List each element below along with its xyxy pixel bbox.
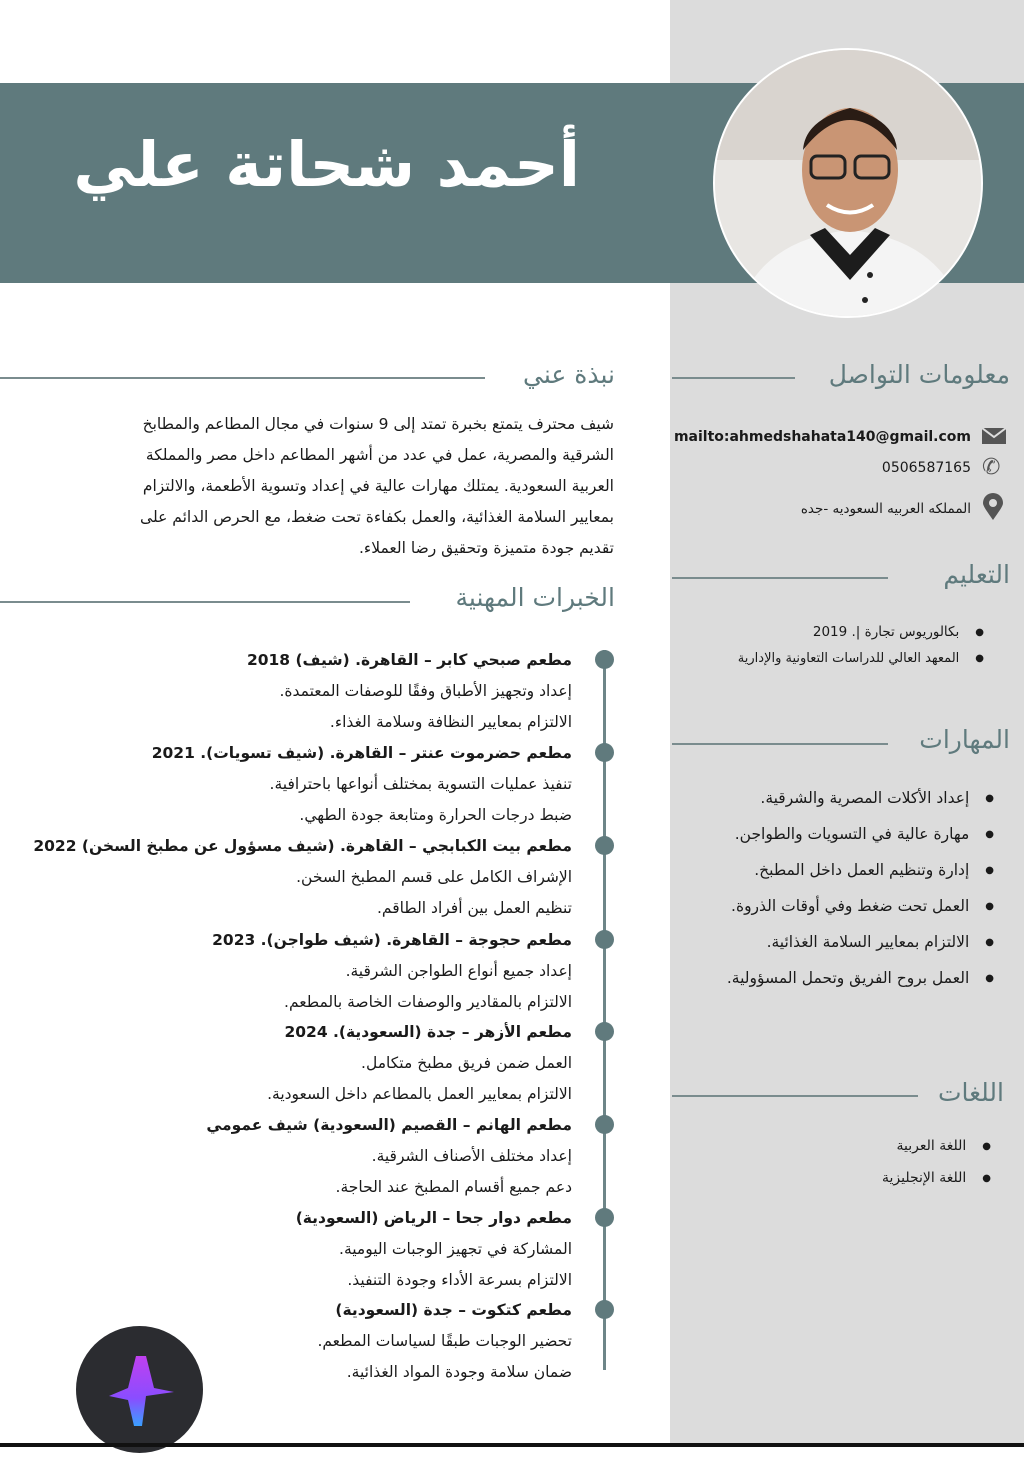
experience-heading: الخبرات المهنية <box>455 583 615 612</box>
experience-item <box>267 1017 572 1110</box>
divider <box>672 577 888 579</box>
experience-item <box>296 1203 572 1296</box>
skill-item: ● إعداد الأكلات المصرية والشرقية. <box>760 789 994 807</box>
experience-heading-line: مطعم كتكوت – جدة (السعودية) <box>335 1301 572 1319</box>
experience-heading-line: مطعم دوار جحا – الرياض (السعودية) <box>295 1209 572 1227</box>
skill-item: ● العمل تحت ضغط وفي أوقات الذروة. <box>731 897 994 915</box>
divider <box>672 377 795 379</box>
experience-item <box>317 1295 572 1388</box>
experience-point: إعداد جميع أنواع الطواجن الشرقية. <box>345 962 572 980</box>
about-line: تقديم جودة متميزة وتحقيق رضا العملاء. <box>358 539 614 557</box>
education-item: ● بكالوريوس تجارة |. 2019 <box>813 624 984 640</box>
skills-heading: المهارات <box>919 725 1010 754</box>
timeline-dot <box>595 836 614 855</box>
timeline-dot <box>595 1208 614 1227</box>
experience-point: تنظيم العمل بين أفراد الطاقم. <box>377 899 572 917</box>
about-line: شيف محترف يتمتع بخبرة تمتد إلى 9 سنوات في مجال المطاعم والمطابخ <box>142 415 614 433</box>
divider <box>672 743 888 745</box>
profile-photo <box>713 48 983 318</box>
timeline-dot <box>595 1115 614 1134</box>
timeline-dot <box>595 743 614 762</box>
page-bottom-edge <box>0 1443 1024 1447</box>
experience-point: العمل ضمن فريق مطبخ متكامل. <box>361 1054 572 1072</box>
contact-heading: معلومات التواصل <box>828 360 1010 389</box>
divider <box>672 1095 918 1097</box>
experience-point: تنفيذ عمليات التسوية بمختلف أنواعها باحترافية. <box>269 775 572 793</box>
about-line: بمعايير السلامة الغذائية، والعمل بكفاءة تحت ضغط، مع الحرص الدائم على <box>140 508 614 526</box>
experience-item <box>33 831 572 924</box>
about-text <box>140 409 614 564</box>
about-heading: نبذة عني <box>523 360 615 389</box>
experience-point: الإشراف الكامل على قسم المطبخ السخن. <box>296 868 572 886</box>
location-text: المملكه العربيه السعوديه -جده <box>800 501 971 517</box>
education-item: ● المعهد العالي للدراسات التعاونية والإدارية <box>738 651 984 666</box>
envelope-icon <box>982 428 1006 448</box>
skill-item: ● إدارة وتنظيم العمل داخل المطبخ. <box>754 861 994 879</box>
language-item: ● اللغة الإنجليزية <box>882 1170 991 1186</box>
experience-heading-line: مطعم الهانم – القصيم (السعودية) شيف عمومي <box>206 1116 572 1134</box>
languages-heading: اللغات <box>937 1078 1004 1107</box>
about-line: العربية السعودية. يمتلك مهارات عالية في إعداد وتسوية الأطعمة، والالتزام <box>142 477 614 495</box>
experience-heading-line: مطعم حضرموت عنتر – القاهرة. (شيف تسويات). 2021 <box>151 744 572 762</box>
experience-point: ضمان سلامة وجودة المواد الغذائية. <box>346 1363 572 1381</box>
experience-item <box>212 925 572 1018</box>
location-pin-icon <box>982 493 1004 525</box>
experience-point: الالتزام بمعايير العمل بالمطاعم داخل السعودية. <box>267 1085 572 1103</box>
skill-item: ● مهارة عالية في التسويات والطواجن. <box>735 825 994 843</box>
experience-point: المشاركة في تجهيز الوجبات اليومية. <box>339 1240 572 1258</box>
candidate-name: أحمد شحاتة علي <box>73 128 580 201</box>
experience-point: إعداد وتجهيز الأطباق وفقًا للوصفات المعتمدة. <box>279 682 572 700</box>
experience-point: تحضير الوجبات طبقًا لسياسات المطعم. <box>317 1332 572 1350</box>
about-line: الشرقية والمصرية، عمل في عدد من أشهر المطاعم داخل مصر والمملكة <box>145 446 614 464</box>
experience-heading-line: مطعم صبحي كابر – القاهرة. (شيف) 2018 <box>246 651 572 669</box>
experience-point: دعم جميع أقسام المطبخ عند الحاجة. <box>335 1178 572 1196</box>
experience-point: الالتزام بالمقادير والوصفات الخاصة بالمطعم. <box>284 993 572 1011</box>
education-heading: التعليم <box>943 560 1010 589</box>
phone-number: 0506587165 <box>881 460 971 476</box>
experience-heading-line: مطعم بيت الكبابجي – القاهرة. (شيف مسؤول عن مطبخ السخن) 2022 <box>33 837 572 855</box>
experience-point: الالتزام بمعايير النظافة وسلامة الغذاء. <box>329 713 572 731</box>
phone-icon: ✆ <box>982 455 1001 480</box>
experience-point: الالتزام بسرعة الأداء وجودة التنفيذ. <box>347 1271 572 1289</box>
experience-point: إعداد مختلف الأصناف الشرقية. <box>371 1147 572 1165</box>
timeline-dot <box>595 1300 614 1319</box>
timeline-dot <box>595 1022 614 1041</box>
timeline-dot <box>595 930 614 949</box>
experience-heading-line: مطعم حجوجة – القاهرة. (شيف طواجن). 2023 <box>212 931 572 949</box>
skill-item: ● الالتزام بمعايير السلامة الغذائية. <box>767 933 994 951</box>
email-link[interactable]: mailto:ahmedshahata140@gmail.com <box>673 429 971 445</box>
skill-item: ● العمل بروح الفريق وتحمل المسؤولية. <box>727 969 994 987</box>
experience-heading-line: مطعم الأزهر – جدة (السعودية). 2024 <box>284 1023 572 1041</box>
divider <box>0 377 485 379</box>
language-item: ● اللغة العربية <box>897 1138 992 1154</box>
experience-item <box>206 1110 572 1203</box>
experience-item <box>152 738 572 831</box>
experience-point: ضبط درجات الحرارة ومتابعة جودة الطهي. <box>299 806 572 824</box>
app-logo-icon <box>76 1326 203 1453</box>
experience-item <box>247 645 572 738</box>
timeline-dot <box>595 650 614 669</box>
divider <box>0 601 410 603</box>
